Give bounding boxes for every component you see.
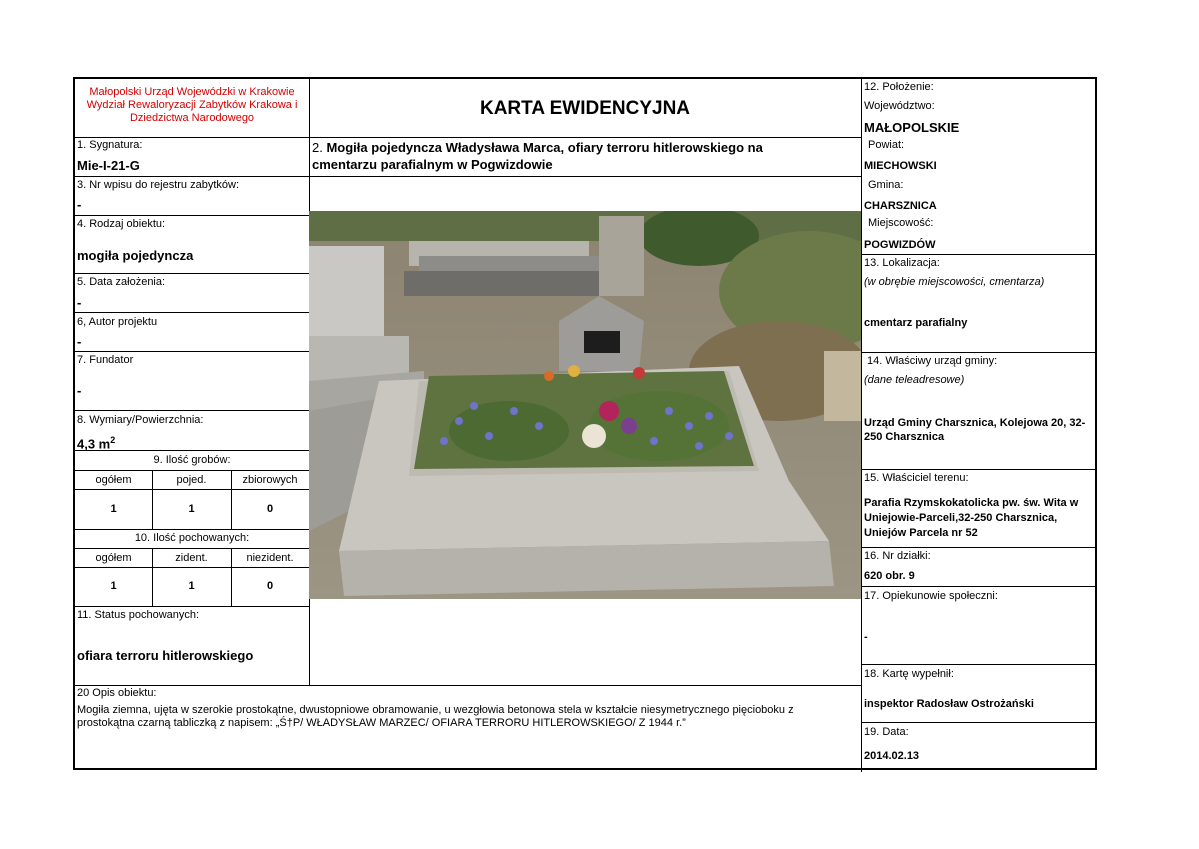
- divider: [861, 469, 1097, 470]
- localization-label: 13. Lokalizacja:: [864, 257, 940, 269]
- graves-header-total: ogółem: [95, 474, 132, 486]
- dimensions-unit-exponent: 2: [110, 435, 116, 445]
- date-label: 19. Data:: [864, 726, 909, 738]
- divider: [75, 548, 309, 549]
- description-line: prostokątna czarną tabliczką z napisem: „Ś†P/ WŁADYSŁAW MARZEC/ OFIARA TERRORU HITLEROWSKIEGO/ Z 1944 r.”: [77, 717, 686, 729]
- buried-header-total: ogółem: [95, 552, 132, 564]
- status-label: 11. Status pochowanych:: [77, 609, 200, 621]
- divider: [861, 547, 1097, 548]
- institution-line: Małopolski Urząd Wojewódzki w Krakowie: [89, 86, 295, 98]
- land-owner-line: Parafia Rzymskokatolicka pw. św. Wita w: [864, 497, 1079, 509]
- buried-header-identified: zident.: [175, 552, 208, 564]
- municipal-office-line: Urząd Gminy Charsznica, Kolejowa 20, 32-: [864, 417, 1086, 429]
- divider: [75, 273, 309, 274]
- filled-by-label: 18. Kartę wypełnił:: [864, 668, 954, 680]
- description-line: Mogiła ziemna, ujęta w szerokie prostokątne, dwustopniowe obramowanie, u wezgłowia betonowa stela w kształcie niesymetrycznego pięcioboku z: [77, 704, 794, 716]
- buried-total-value: 1: [110, 580, 117, 592]
- object-name-line: cmentarzu parafialnym w Pogwizdowie: [312, 157, 553, 172]
- register-label: 3. Nr wpisu do rejestru zabytków:: [77, 179, 240, 191]
- municipal-office-label: 14. Właściwy urząd gminy:: [867, 355, 998, 367]
- locality-label: Miejscowość:: [868, 217, 934, 229]
- description-label: 20 Opis obiektu:: [77, 687, 157, 699]
- description-text: [77, 704, 857, 730]
- divider: [75, 470, 309, 471]
- divider: [75, 567, 309, 568]
- divider: [861, 352, 1097, 353]
- locality-value: POGWIZDÓW: [864, 239, 936, 251]
- caretakers-value: -: [864, 631, 868, 643]
- divider: [75, 137, 861, 138]
- commune-label: Gmina:: [868, 179, 904, 191]
- county-value: MIECHOWSKI: [864, 160, 937, 172]
- divider: [75, 606, 309, 607]
- divider: [75, 215, 309, 216]
- divider: [75, 312, 309, 313]
- dimensions-label: 8. Wymiary/Powierzchnia:: [77, 414, 204, 426]
- divider: [861, 79, 862, 772]
- date-value: 2014.02.13: [864, 750, 920, 762]
- author-label: 6, Autor projektu: [77, 316, 158, 328]
- filled-by-value: inspektor Radosław Ostrożański: [864, 698, 1034, 710]
- object-name-line: Mogiła pojedyncza Władysława Marca, ofiary terroru hitlerowskiego na: [326, 140, 763, 155]
- municipal-office-value: [864, 416, 1085, 444]
- buried-unidentified-value: 0: [266, 580, 274, 592]
- graves-count-label: 9. Ilość grobów:: [153, 454, 231, 466]
- institution-name: [75, 86, 309, 125]
- founding-date-label: 5. Data założenia:: [77, 276, 166, 288]
- location-label: 12. Położenie:: [864, 81, 934, 93]
- dimensions-value: [77, 432, 115, 452]
- municipal-office-hint: (dane teleadresowe): [864, 374, 965, 386]
- author-value: -: [77, 334, 82, 349]
- commune-value: CHARSZNICA: [864, 200, 937, 212]
- buried-count-label: 10. Ilość pochowanych:: [134, 532, 250, 544]
- divider: [861, 722, 1097, 723]
- status-value: ofiara terroru hitlerowskiego: [77, 648, 254, 663]
- divider: [75, 410, 309, 411]
- land-owner-value: [864, 496, 1078, 541]
- voivodeship-label: Województwo:: [864, 100, 935, 112]
- graves-collective-value: 0: [266, 503, 274, 515]
- divider: [861, 586, 1097, 587]
- graves-single-value: 1: [188, 503, 195, 515]
- signature-label: 1. Sygnatura:: [77, 139, 143, 151]
- graves-header-collective: zbiorowych: [242, 474, 298, 486]
- divider: [309, 176, 861, 177]
- buried-identified-value: 1: [188, 580, 195, 592]
- caretakers-label: 17. Opiekunowie społeczni:: [864, 590, 998, 602]
- signature-value: Mie-I-21-G: [77, 158, 140, 173]
- divider: [75, 176, 309, 177]
- object-name: [312, 139, 858, 173]
- divider: [75, 529, 309, 530]
- founding-date-value: -: [77, 295, 82, 310]
- object-type-value: mogiła pojedyncza: [77, 248, 194, 263]
- localization-value: cmentarz parafialny: [864, 317, 968, 329]
- divider: [75, 489, 309, 490]
- object-type-label: 4. Rodzaj obiektu:: [77, 218, 166, 230]
- parcel-value: 620 obr. 9: [864, 570, 915, 582]
- graves-header-single: pojed.: [176, 474, 207, 486]
- municipal-office-line: 250 Charsznica: [864, 431, 945, 443]
- object-name-number: 2.: [312, 140, 327, 155]
- localization-hint: (w obrębie miejscowości, cmentarza): [864, 276, 1045, 288]
- buried-header-unidentified: niezident.: [246, 552, 294, 564]
- founder-label: 7. Fundator: [77, 354, 134, 366]
- institution-line: Wydział Rewaloryzacji Zabytków Krakowa i: [86, 99, 298, 111]
- grave-photo: [309, 211, 861, 599]
- county-label: Powiat:: [868, 139, 905, 151]
- institution-line: Dziedzictwa Narodowego: [129, 112, 255, 124]
- graves-total-value: 1: [110, 503, 117, 515]
- land-owner-line: Uniejowie-Parceli,32-250 Charsznica,: [864, 512, 1058, 524]
- divider: [75, 351, 309, 352]
- page-title: KARTA EWIDENCYJNA: [479, 98, 691, 119]
- parcel-label: 16. Nr działki:: [864, 550, 931, 562]
- dimensions-number: 4,3 m: [77, 436, 111, 452]
- founder-value: -: [77, 383, 82, 398]
- voivodeship-value: MAŁOPOLSKIE: [864, 120, 960, 135]
- divider: [75, 685, 861, 686]
- register-value: -: [77, 197, 82, 212]
- land-owner-label: 15. Właściciel terenu:: [864, 472, 969, 484]
- divider: [861, 254, 1097, 255]
- divider: [861, 664, 1097, 665]
- land-owner-line: Uniejów Parcela nr 52: [864, 527, 978, 539]
